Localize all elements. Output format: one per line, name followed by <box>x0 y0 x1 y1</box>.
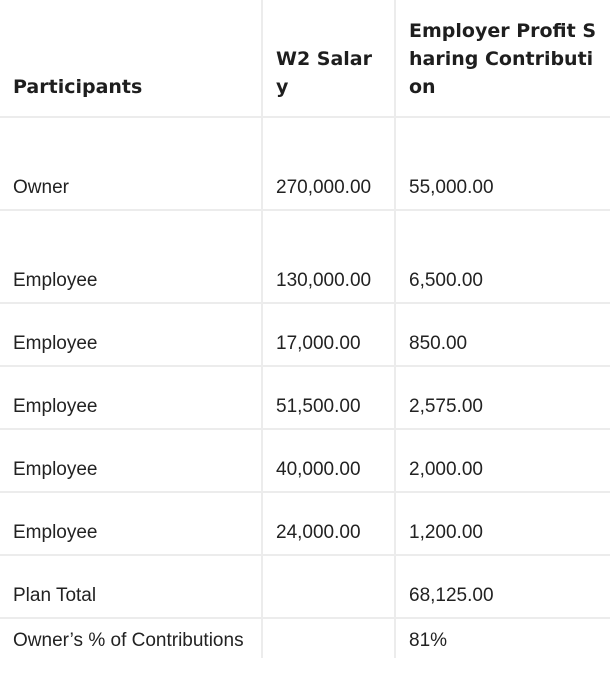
participant-cell: Employee <box>0 210 262 303</box>
plan-total-row <box>0 555 610 618</box>
table-row <box>0 429 610 492</box>
contribution-cell: 55,000.00 <box>395 117 610 210</box>
table-row <box>0 492 610 555</box>
participant-cell: Employee <box>0 366 262 429</box>
owner-percent-row <box>0 618 610 658</box>
salary-cell: 24,000.00 <box>262 492 395 555</box>
table-row <box>0 210 610 303</box>
contribution-cell: 6,500.00 <box>395 210 610 303</box>
contribution-cell: 68,125.00 <box>395 555 610 618</box>
contribution-cell: 2,000.00 <box>395 429 610 492</box>
table-row <box>0 303 610 366</box>
salary-cell: 40,000.00 <box>262 429 395 492</box>
participant-cell: Employee <box>0 303 262 366</box>
salary-cell <box>262 555 395 618</box>
participant-cell: Owner’s % of Contributions <box>0 618 262 658</box>
contribution-cell: 850.00 <box>395 303 610 366</box>
salary-cell: 17,000.00 <box>262 303 395 366</box>
table-row <box>0 366 610 429</box>
salary-cell: 51,500.00 <box>262 366 395 429</box>
participant-cell: Plan Total <box>0 555 262 618</box>
participant-cell: Employee <box>0 429 262 492</box>
contribution-cell: 81% <box>395 618 610 658</box>
contribution-cell: 1,200.00 <box>395 492 610 555</box>
salary-cell: 270,000.00 <box>262 117 395 210</box>
header-w2-salary: W2 Salary <box>262 0 395 117</box>
table-row <box>0 117 610 210</box>
salary-cell: 130,000.00 <box>262 210 395 303</box>
salary-cell <box>262 618 395 658</box>
participant-cell: Employee <box>0 492 262 555</box>
header-participants: Participants <box>0 0 262 117</box>
table-header-row <box>0 0 610 117</box>
participant-cell: Owner <box>0 117 262 210</box>
contribution-cell: 2,575.00 <box>395 366 610 429</box>
header-employer-contribution: Employer Profit Sharing Contribution <box>395 0 610 117</box>
